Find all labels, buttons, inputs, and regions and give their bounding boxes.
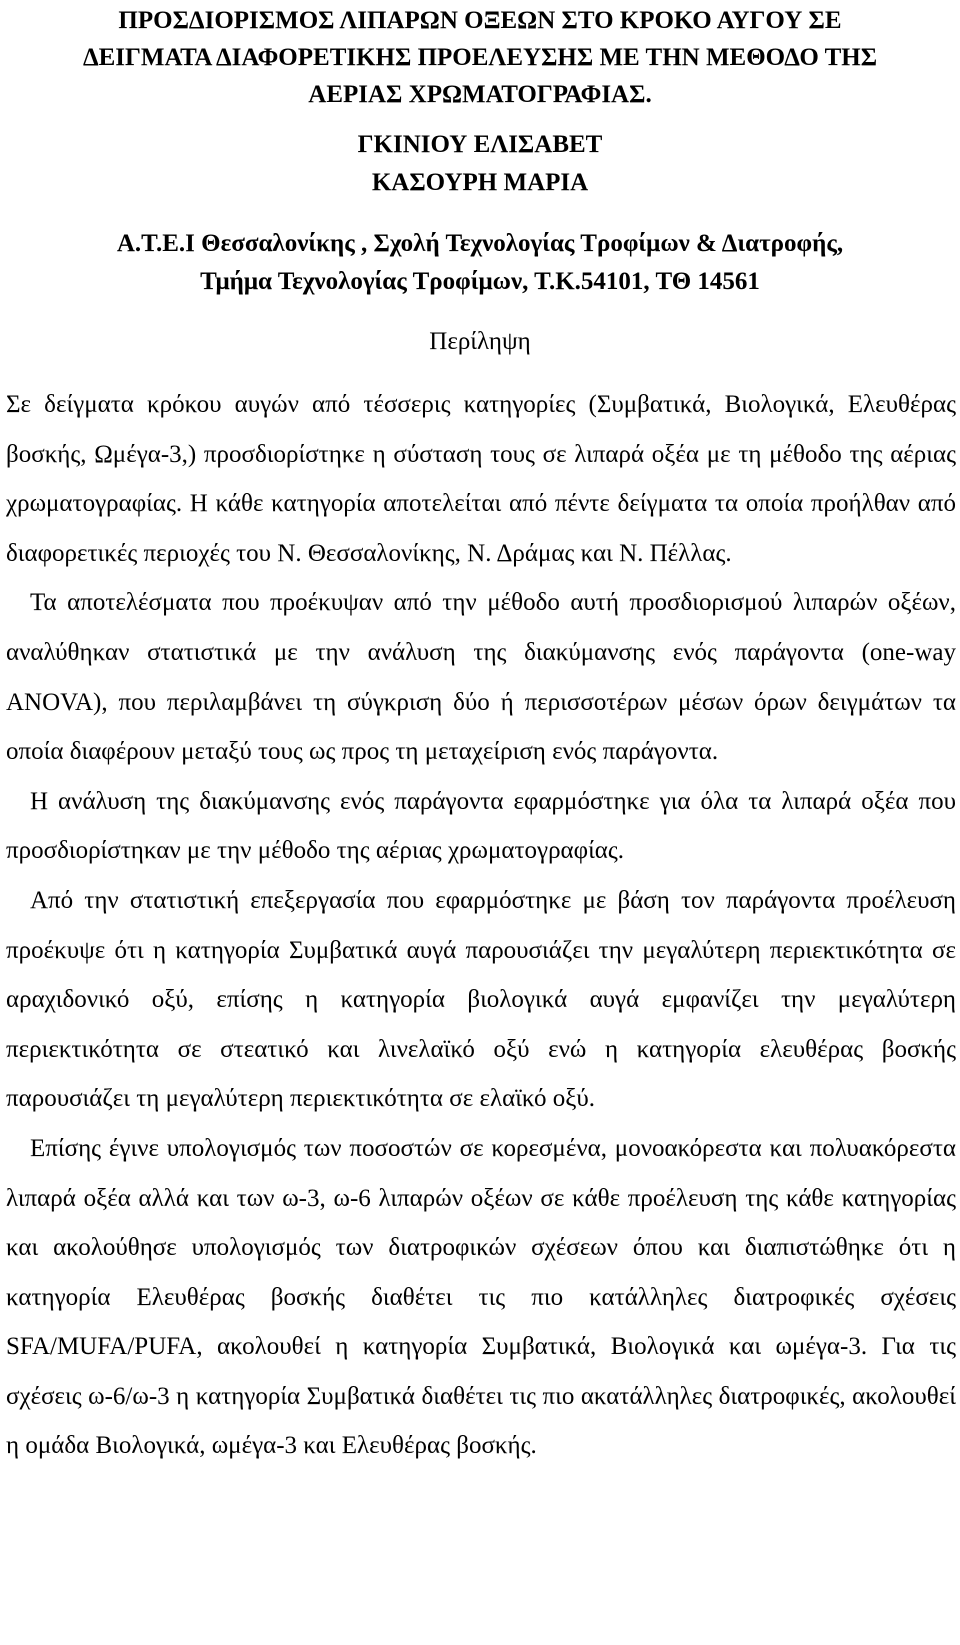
- abstract-paragraph: Τα αποτελέσματα που προέκυψαν από την μέθοδο αυτή προσδιορισμού λιπαρών οξέων, αναλύθηκαν στατιστικά με την ανάλυση της διακύμανσης ενός παράγοντα (one-way ANOVA), που περιλαμβάνει τη σύγκριση δύο ή περισσοτέρων μέσων όρων δειγμάτων τα οποία διαφέρουν μεταξύ τους ως προς τη μεταχείριση ενός παράγοντα.: [6, 589, 956, 766]
- abstract-paragraph: Σε δείγματα κρόκου αυγών από τέσσερις κατηγορίες (Συμβατικά, Βιολογικά, Ελευθέρας βοσκής, Ωμέγα-3,) προσδιορίστηκε η σύσταση τους σε λιπαρά οξέα με τη μέθοδο της αέριας χρωματογραφίας. Η κάθε κατηγορία αποτελείται από πέντε δείγματα τα οποία προήλθαν από διαφορετικές περιοχές του Ν. Θεσσαλονίκης, Ν. Δράμας και Ν. Πέλλας.: [6, 391, 956, 567]
- author-name: ΚΑΣΟΥΡΗ ΜΑΡΙΑ: [371, 169, 589, 196]
- affiliation-line: Α.Τ.Ε.Ι Θεσσαλονίκης , Σχολή Τεχνολογίας Τροφίμων & Διατροφής,: [116, 230, 844, 257]
- affiliation-line: Τμήμα Τεχνολογίας Τροφίμων, Τ.Κ.54101, ΤΘ 14561: [200, 268, 760, 295]
- author-name: ΓΚΙΝΙΟΥ ΕΛΙΣΑΒΕΤ: [357, 131, 603, 158]
- title-line: ΠΡΟΣΔΙΟΡΙΣΜΟΣ ΛΙΠΑΡΩΝ ΟΞΕΩΝ ΣΤΟ ΚΡΟΚΟ ΑΥΓΟΥ ΣΕ: [118, 7, 842, 34]
- abstract-paragraph: Επίσης έγινε υπολογισμός των ποσοστών σε κορεσμένα, μονοακόρεστα και πολυακόρεστα λιπαρά οξέα αλλά και των ω-3, ω-6 λιπαρών οξέων σε κάθε προέλευση της κάθε κατηγορίας και ακολούθησε υπολογισμός των διατροφικών σχέσεων όπου και διαπιστώθηκε ότι η κατηγορία Ελευθέρας βοσκής διαθέτει τις πιο κατάλληλες διατροφικές σχέσεις SFA/MUFA/PUFA, ακολουθεί η κατηγορία Συμβατικά, Βιολογικά και ωμέγα-3. Για τις σχέσεις ω-6/ω-3 η κατηγορία Συμβατικά διαθέτει τις πιο ακατάλληλες διατροφικές, ακολουθεί η ομάδα Βιολογικά, ωμέγα-3 και Ελευθέρας βοσκής.: [6, 1134, 956, 1460]
- title-line: ΔΕΙΓΜΑΤΑ ΔΙΑΦΟΡΕΤΙΚΗΣ ΠΡΟΕΛΕΥΣΗΣ ΜΕ ΤΗΝ ΜΕΘΟΔΟ ΤΗΣ: [82, 44, 878, 71]
- abstract-paragraph: Η ανάλυση της διακύμανσης ενός παράγοντα εφαρμόστηκε για όλα τα λιπαρά οξέα που προσδιορίστηκαν με την μέθοδο της αέριας χρωματογραφίας.: [6, 787, 956, 865]
- abstract-heading: Περίληψη: [429, 328, 531, 355]
- author-list: [0, 126, 960, 202]
- abstract-paragraph: Από την στατιστική επεξεργασία που εφαρμόστηκε με βάση τον παράγοντα προέλευση προέκυψε ότι η κατηγορία Συμβατικά αυγά παρουσιάζει την μεγαλύτερη περιεκτικότητα σε αραχιδονικό οξύ, επίσης η κατηγορία βιολογικά αυγά εμφανίζει την μεγαλύτερη περιεκτικότητα σε στεατικό και λινελαϊκό οξύ ενώ η κατηγορία ελευθέρας βοσκής παρουσιάζει τη μεγαλύτερη περιεκτικότητα σε ελαϊκό οξύ.: [6, 886, 956, 1113]
- affiliation: [0, 225, 960, 301]
- abstract-body: [6, 380, 956, 1471]
- document-title: [0, 2, 960, 113]
- title-line: ΑΕΡΙΑΣ ΧΡΩΜΑΤΟΓΡΑΦΙΑΣ.: [308, 81, 652, 108]
